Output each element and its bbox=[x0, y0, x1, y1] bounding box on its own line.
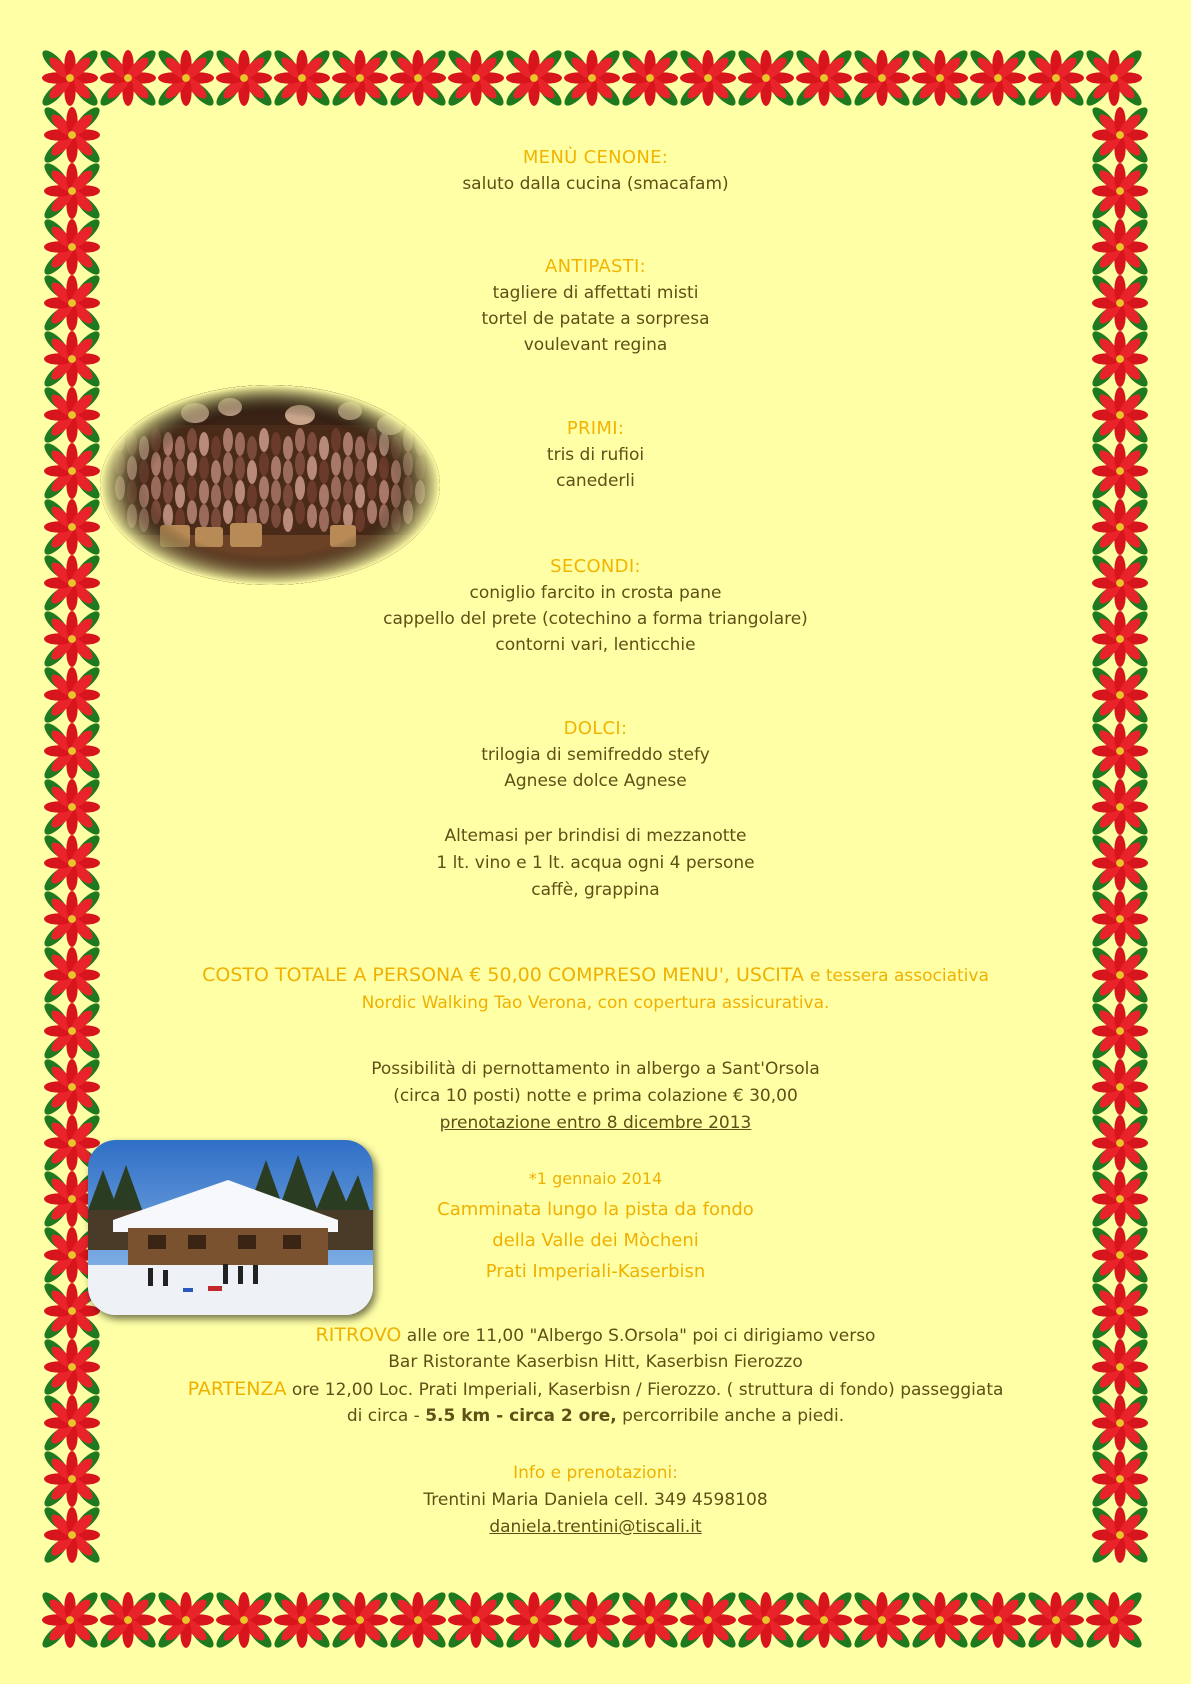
poinsettia-flower bbox=[793, 1589, 855, 1651]
poinsettia-flower bbox=[1089, 328, 1151, 390]
poinsettia-flower bbox=[1089, 272, 1151, 334]
antipasti-item: tagliere di affettati misti bbox=[492, 283, 699, 303]
poinsettia-flower bbox=[41, 160, 103, 222]
poinsettia-flower bbox=[619, 1589, 681, 1651]
poinsettia-flower bbox=[41, 888, 103, 950]
poinsettia-flower bbox=[41, 664, 103, 726]
poinsettia-flower bbox=[41, 720, 103, 782]
info-contact: Trentini Maria Daniela cell. 349 4598108 bbox=[423, 1490, 768, 1510]
partenza-text: ore 12,00 Loc. Prati Imperiali, Kaserbisn / Fierozzo. ( struttura di fondo) passeggiata bbox=[286, 1380, 1004, 1400]
poinsettia-flower bbox=[155, 47, 217, 109]
drinks-item: 1 lt. vino e 1 lt. acqua ogni 4 persone bbox=[436, 853, 755, 873]
poinsettia-flower bbox=[967, 47, 1029, 109]
poinsettia-flower bbox=[1089, 1392, 1151, 1454]
primi-title: PRIMI: bbox=[566, 418, 625, 439]
poinsettia-flower bbox=[97, 1589, 159, 1651]
walk-line-3: Prati Imperiali-Kaserbisn bbox=[485, 1261, 706, 1282]
info-title: Info e prenotazioni: bbox=[513, 1463, 678, 1483]
cenone-title: MENÙ CENONE: bbox=[522, 147, 669, 168]
poinsettia-flower bbox=[735, 47, 797, 109]
mountain-hut-photo bbox=[88, 1140, 373, 1315]
poinsettia-flower bbox=[1083, 47, 1145, 109]
poinsettia-flower bbox=[41, 216, 103, 278]
cost-line-1 bbox=[110, 964, 1081, 987]
walk-line-1: Camminata lungo la pista da fondo bbox=[437, 1199, 754, 1220]
poinsettia-flower bbox=[271, 1589, 333, 1651]
poinsettia-flower bbox=[1089, 776, 1151, 838]
poinsettia-flower bbox=[1089, 1056, 1151, 1118]
poinsettia-flower bbox=[1089, 1112, 1151, 1174]
antipasti-item: voulevant regina bbox=[523, 335, 668, 355]
poinsettia-flower bbox=[39, 47, 101, 109]
poinsettia-flower bbox=[1089, 944, 1151, 1006]
cost-membership: e tessera associativa bbox=[810, 966, 989, 986]
hotel-booking-deadline: prenotazione entro 8 dicembre 2013 bbox=[439, 1113, 752, 1133]
poinsettia-flower bbox=[41, 104, 103, 166]
ritrovo-line bbox=[110, 1324, 1081, 1347]
poinsettia-flower bbox=[1089, 888, 1151, 950]
poinsettia-flower bbox=[503, 1589, 565, 1651]
poinsettia-flower bbox=[793, 47, 855, 109]
poinsettia-flower bbox=[909, 1589, 971, 1651]
poinsettia-flower bbox=[329, 1589, 391, 1651]
drinks-item: caffè, grappina bbox=[531, 880, 660, 900]
poinsettia-flower bbox=[41, 832, 103, 894]
ritrovo-label: RITROVO bbox=[315, 1324, 402, 1346]
poinsettia-flower bbox=[851, 47, 913, 109]
dolci-item: trilogia di semifreddo stefy bbox=[481, 745, 710, 765]
dolci-item: Agnese dolce Agnese bbox=[504, 771, 687, 791]
poinsettia-flower bbox=[1025, 47, 1087, 109]
poinsettia-flower bbox=[677, 47, 739, 109]
primi-item: tris di rufioi bbox=[546, 445, 645, 465]
antipasti-title: ANTIPASTI: bbox=[545, 256, 646, 277]
poinsettia-flower bbox=[41, 328, 103, 390]
partenza-label: PARTENZA bbox=[187, 1378, 287, 1400]
poinsettia-flower bbox=[41, 1448, 103, 1510]
poinsettia-flower bbox=[387, 1589, 449, 1651]
distance-suffix: percorribile anche a piedi. bbox=[616, 1406, 845, 1426]
distance-value: 5.5 km - circa 2 ore, bbox=[425, 1406, 617, 1426]
poinsettia-flower bbox=[39, 1589, 101, 1651]
poinsettia-flower bbox=[41, 1336, 103, 1398]
poinsettia-flower bbox=[1089, 664, 1151, 726]
poinsettia-flower bbox=[503, 47, 565, 109]
poinsettia-flower bbox=[41, 1504, 103, 1566]
poinsettia-flower bbox=[41, 776, 103, 838]
poinsettia-flower bbox=[561, 47, 623, 109]
poinsettia-flower bbox=[41, 496, 103, 558]
poinsettia-flower bbox=[909, 47, 971, 109]
hotel-line-2: (circa 10 posti) notte e prima colazione € 30,00 bbox=[393, 1086, 798, 1106]
cost-line-2: Nordic Walking Tao Verona, con copertura assicurativa. bbox=[361, 993, 830, 1013]
poinsettia-flower bbox=[445, 47, 507, 109]
secondi-item: coniglio farcito in crosta pane bbox=[469, 583, 722, 603]
poinsettia-flower bbox=[41, 1056, 103, 1118]
poinsettia-flower bbox=[1089, 216, 1151, 278]
drinks-item: Altemasi per brindisi di mezzanotte bbox=[444, 826, 747, 846]
poinsettia-flower bbox=[41, 272, 103, 334]
poinsettia-flower bbox=[41, 552, 103, 614]
poinsettia-flower bbox=[445, 1589, 507, 1651]
poinsettia-flower bbox=[41, 1000, 103, 1062]
poinsettia-flower bbox=[1089, 608, 1151, 670]
primi-item: canederli bbox=[556, 471, 635, 491]
distance-prefix: di circa - bbox=[346, 1406, 426, 1426]
info-email-link[interactable]: daniela.trentini@tiscali.it bbox=[489, 1517, 702, 1537]
poinsettia-flower bbox=[1089, 552, 1151, 614]
poinsettia-flower bbox=[97, 47, 159, 109]
poinsettia-flower bbox=[271, 47, 333, 109]
ritrovo-line-2: Bar Ristorante Kaserbisn Hitt, Kaserbisn Fierozzo bbox=[388, 1352, 803, 1372]
poinsettia-flower bbox=[41, 384, 103, 446]
secondi-title: SECONDI: bbox=[550, 556, 641, 577]
poinsettia-flower bbox=[213, 1589, 275, 1651]
poinsettia-flower bbox=[735, 1589, 797, 1651]
poinsettia-flower bbox=[619, 47, 681, 109]
poinsettia-flower bbox=[329, 47, 391, 109]
secondi-item: cappello del prete (cotechino a forma triangolare) bbox=[383, 609, 808, 629]
poinsettia-flower bbox=[387, 47, 449, 109]
distance-line bbox=[110, 1405, 1081, 1427]
walk-line-2: della Valle dei Mòcheni bbox=[492, 1230, 699, 1251]
poinsettia-flower bbox=[1089, 1280, 1151, 1342]
dolci-title: DOLCI: bbox=[563, 718, 628, 739]
poinsettia-flower bbox=[1089, 1504, 1151, 1566]
poinsettia-flower bbox=[1089, 440, 1151, 502]
poinsettia-flower bbox=[1089, 1448, 1151, 1510]
antipasti-item: tortel de patate a sorpresa bbox=[481, 309, 710, 329]
poinsettia-flower bbox=[155, 1589, 217, 1651]
poinsettia-flower bbox=[1089, 1224, 1151, 1286]
poinsettia-flower bbox=[1083, 1589, 1145, 1651]
poinsettia-flower bbox=[41, 608, 103, 670]
secondi-item: contorni vari, lenticchie bbox=[495, 635, 696, 655]
poinsettia-flower bbox=[1089, 1336, 1151, 1398]
walk-date: *1 gennaio 2014 bbox=[528, 1169, 663, 1188]
poinsettia-flower bbox=[41, 440, 103, 502]
poinsettia-flower bbox=[41, 1392, 103, 1454]
poinsettia-flower bbox=[1089, 720, 1151, 782]
poinsettia-flower bbox=[561, 1589, 623, 1651]
poinsettia-flower bbox=[1089, 496, 1151, 558]
ritrovo-text: alle ore 11,00 "Albergo S.Orsola" poi ci dirigiamo verso bbox=[401, 1326, 876, 1346]
poinsettia-flower bbox=[213, 47, 275, 109]
poinsettia-flower bbox=[41, 944, 103, 1006]
poinsettia-flower bbox=[1089, 832, 1151, 894]
cenone-item: saluto dalla cucina (smacafam) bbox=[462, 174, 729, 194]
poinsettia-flower bbox=[1089, 1000, 1151, 1062]
partenza-line bbox=[110, 1378, 1081, 1401]
cost-total: COSTO TOTALE A PERSONA € 50,00 COMPRESO MENU', USCITA bbox=[202, 964, 811, 986]
poinsettia-flower bbox=[967, 1589, 1029, 1651]
poinsettia-flower bbox=[1025, 1589, 1087, 1651]
hotel-line-1: Possibilità di pernottamento in albergo a Sant'Orsola bbox=[371, 1059, 820, 1079]
poinsettia-flower bbox=[1089, 160, 1151, 222]
poinsettia-flower bbox=[851, 1589, 913, 1651]
poinsettia-flower bbox=[1089, 104, 1151, 166]
poinsettia-flower bbox=[1089, 1168, 1151, 1230]
poinsettia-flower bbox=[1089, 384, 1151, 446]
poinsettia-flower bbox=[677, 1589, 739, 1651]
